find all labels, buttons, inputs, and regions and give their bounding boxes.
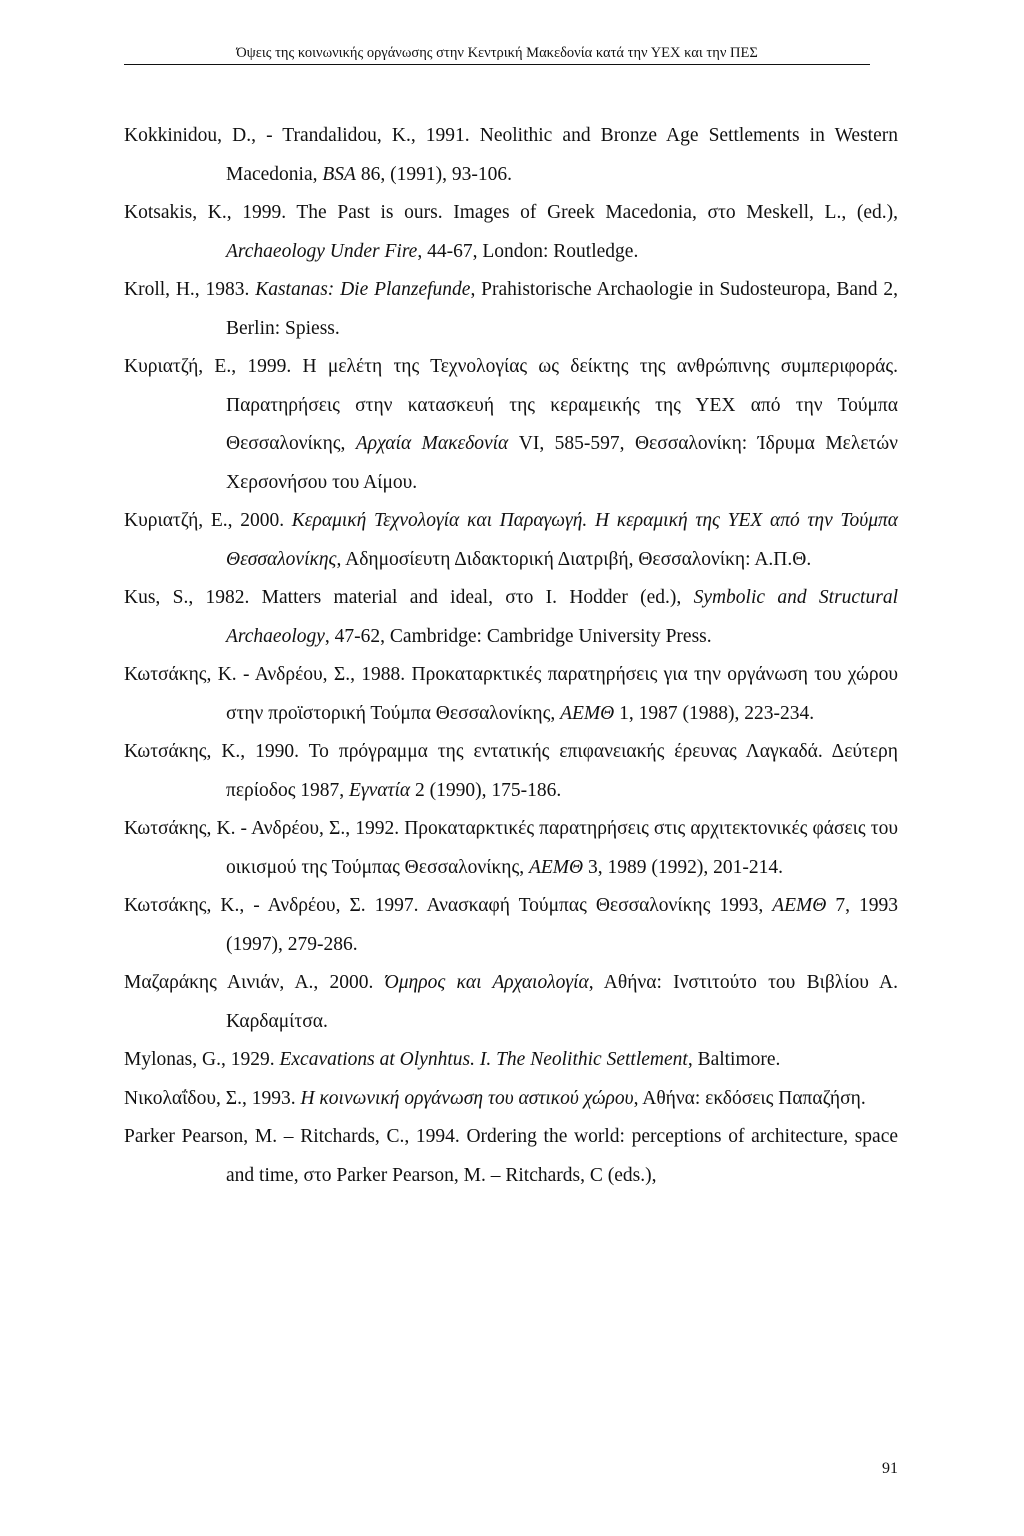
- bibliography-entry: Κωτσάκης, Κ. - Ανδρέου, Σ., 1988. Προκαταρκτικές παρατηρήσεις για την οργάνωση του χώρου στην προϊστορική Τούμπα Θεσσαλονίκης, ΑΕΜΘ 1, 1987 (1988), 223-234.: [124, 664, 898, 724]
- bibliography-entry: Κυριατζή, Ε., 1999. Η μελέτη της Τεχνολογίας ως δείκτης της ανθρώπινης συμπεριφοράς. Παρατηρήσεις στην κατασκευή της κεραμεικής της ΥΕΧ από την Τούμπα Θεσσαλονίκης, Αρχαία Μακεδονία VI, 585-597, Θεσσαλονίκη: Ίδρυμα Μελετών Χερσονήσου του Αίμου.: [124, 356, 899, 493]
- bibliography-entry: Μαζαράκης Αινιάν, Α., 2000. Όμηρος και Αρχαιολογία, Αθήνα: Ινστιτούτο του Βιβλίου Α. Καρδαμίτσα.: [124, 972, 898, 1032]
- bibliography-entry: Κωτσάκης, Κ. - Ανδρέου, Σ., 1992. Προκαταρκτικές παρατηρήσεις στις αρχιτεκτονικές φάσεις του οικισμού της Τούμπας Θεσσαλονίκης, ΑΕΜΘ 3, 1989 (1992), 201-214.: [124, 818, 898, 878]
- bibliography-list: [124, 117, 898, 1195]
- bibliography-entry: Νικολαΐδου, Σ., 1993. Η κοινωνική οργάνωση του αστικού χώρου, Αθήνα: εκδόσεις Παπαζήση.: [124, 1087, 866, 1109]
- bibliography-entry: Parker Pearson, M. – Ritchards, C., 1994. Ordering the world: perceptions of architecture, space and time, στο Parker Pearson, M. – Ritchards, C (eds.),: [124, 1126, 898, 1186]
- running-header: Όψεις της κοινωνικής οργάνωσης στην Κεντρική Μακεδονία κατά την ΥΕΧ και την ΠΕΣ: [124, 44, 870, 65]
- bibliography-entry: Kus, S., 1982. Matters material and ideal, στο I. Hodder (ed.), Symbolic and Structural Archaeology, 47-62, Cambridge: Cambridge University Press.: [124, 587, 898, 647]
- bibliography-entry: Kokkinidou, D., - Trandalidou, K., 1991. Neolithic and Bronze Age Settlements in Western Macedonia, BSA 86, (1991), 93-106.: [124, 125, 898, 185]
- bibliography-entry: Kroll, H., 1983. Kastanas: Die Planzefunde, Prahistorische Archaologie in Sudosteuropa, Band 2, Berlin: Spiess.: [124, 279, 898, 339]
- bibliography-entry: Mylonas, G., 1929. Excavations at Olynhtus. I. The Neolithic Settlement, Baltimore.: [124, 1049, 781, 1070]
- bibliography-entry: Κυριατζή, Ε., 2000. Κεραμική Τεχνολογία και Παραγωγή. Η κεραμική της ΥΕΧ από την Τούμπα Θεσσαλονίκης, Αδημοσίευτη Διδακτορική Διατριβή, Θεσσαλονίκη: Α.Π.Θ.: [124, 510, 898, 570]
- bibliography-entry: Κωτσάκης, Κ., 1990. Το πρόγραμμα της εντατικής επιφανειακής έρευνας Λαγκαδά. Δεύτερη περίοδος 1987, Εγνατία 2 (1990), 175-186.: [124, 741, 898, 801]
- page-number: 91: [882, 1460, 898, 1477]
- bibliography-entry: Κωτσάκης, Κ., - Ανδρέου, Σ. 1997. Ανασκαφή Τούμπας Θεσσαλονίκης 1993, ΑΕΜΘ 7, 1993 (1997), 279-286.: [124, 895, 898, 955]
- bibliography-entry: Kotsakis, K., 1999. The Past is ours. Images of Greek Macedonia, στο Meskell, L., (ed.), Archaeology Under Fire, 44-67, London: Routledge.: [124, 202, 898, 262]
